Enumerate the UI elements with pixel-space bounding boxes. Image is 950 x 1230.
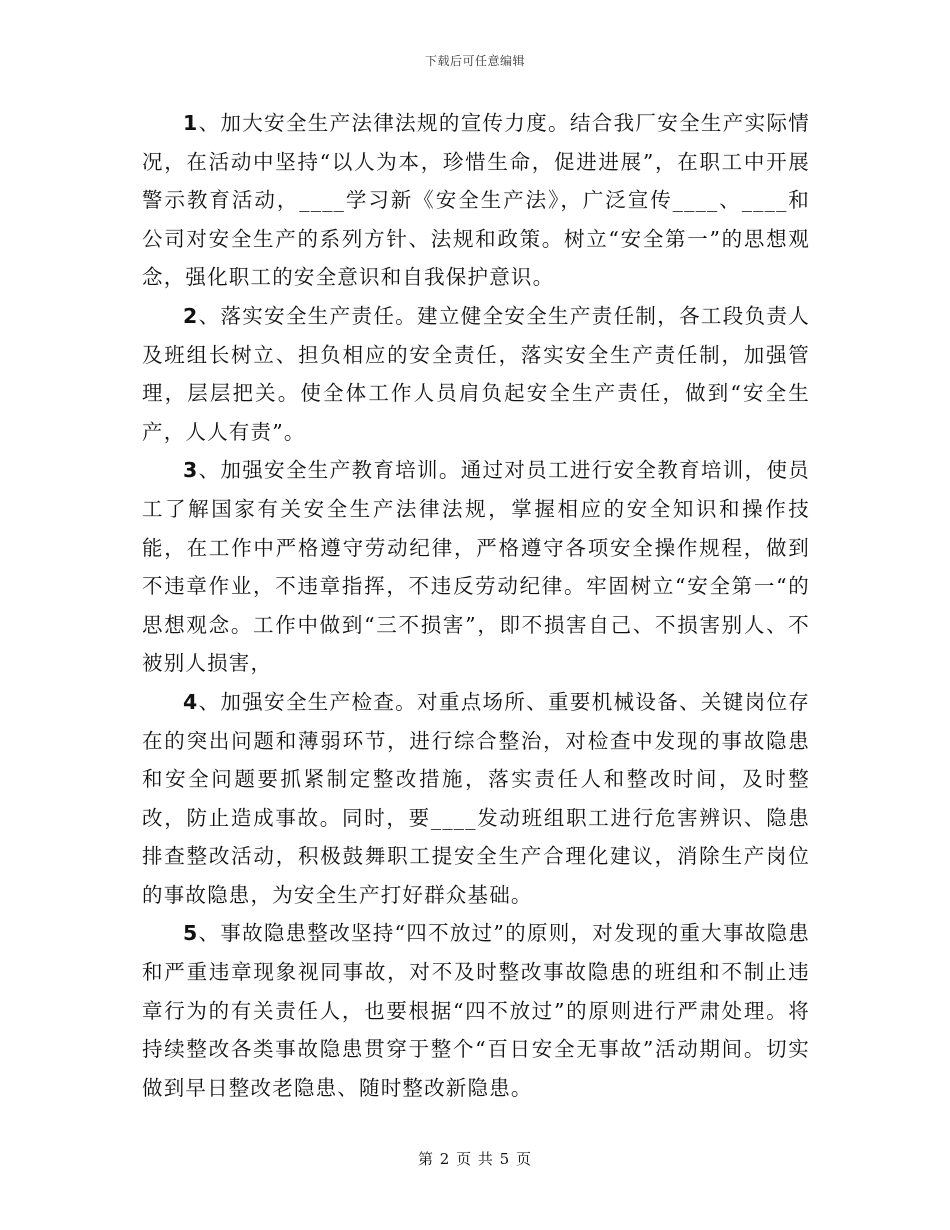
paragraph-4 [142, 683, 810, 915]
paragraph-text: 、事故隐患整改坚持“四不放过”的原则，对发现的重大事故隐患和严重违章现象视同事故，对不及时整改事故隐患的班组和不制止违章行为的有关责任人，也要根据“四不放过”的原则进行严肃处理。将持续整改各类事故隐患贯穿于整个“百日安全无事故”活动期间。切实做到早日整改老隐患、随时整改新隐患。 [142, 921, 810, 1100]
paragraph-2 [142, 297, 810, 451]
paragraph-text: 、落实安全生产责任。建立健全安全生产责任制，各工段负责人及班组长树立、担负相应的安全责任，落实安全生产责任制，加强管理，层层把关。使全体工作人员肩负起安全生产责任，做到“安全生产，人人有责”。 [142, 303, 810, 444]
paragraph-number: 4 [183, 689, 199, 714]
paragraph-text: 、加强安全生产检查。对重点场所、重要机械设备、关键岗位存在的突出问题和薄弱环节，进行综合整治，对检查中发现的事故隐患和安全问题要抓紧制定整改措施，落实责任人和整改时间，及时整改，防止造成事故。同时，要____发动班组职工进行危害辨识、隐患排查整改活动，积极鼓舞职工提安全生产合理化建议，消除生产岗位的事故隐患，为安全生产打好群众基础。 [142, 689, 810, 907]
paragraph-number: 1 [183, 111, 199, 135]
paragraph-3 [142, 451, 810, 683]
paragraph-number: 3 [183, 458, 199, 483]
paragraph-number: 5 [183, 921, 199, 946]
paragraph-5 [142, 914, 810, 1107]
paragraph-text: 、加大安全生产法律法规的宣传力度。结合我厂安全生产实际情况，在活动中坚持“以人为本，珍惜生命，促进进展”，在职工中开展警示教育活动，____学习新《安全生产法》，广泛宣传____、____和公司对安全生产的系列方针、法规和政策。树立“安全第一”的思想观念，强化职工的安全意识和自我保护意识。 [142, 111, 810, 290]
paragraph-1 [142, 104, 810, 297]
page-footer: 第 2 页 共 5 页 [418, 1150, 532, 1168]
body-text [142, 104, 810, 1107]
header-note: 下载后可任意编辑 [424, 54, 525, 68]
paragraph-text: 、加强安全生产教育培训。通过对员工进行安全教育培训，使员工了解国家有关安全生产法律法规，掌握相应的安全知识和操作技能，在工作中严格遵守劳动纪律，严格遵守各项安全操作规程，做到不违章作业，不违章指挥，不违反劳动纪律。牢固树立“安全第一“的思想观念。工作中做到“三不损害”，即不损害自己、不损害别人、不被别人损害， [142, 458, 810, 676]
paragraph-number: 2 [183, 303, 199, 328]
